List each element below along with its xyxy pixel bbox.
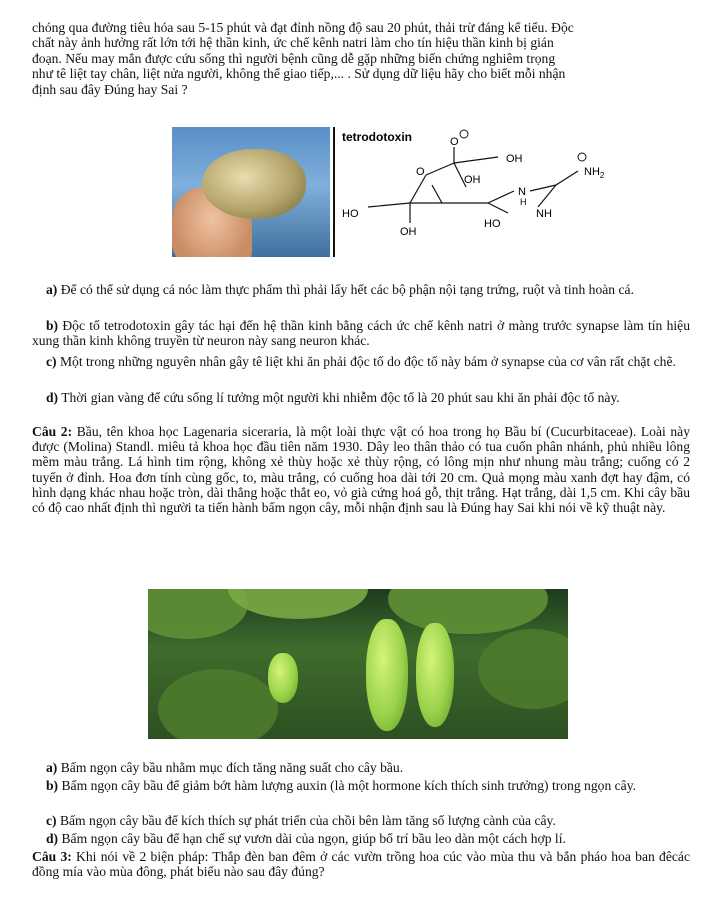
negative-charge-icon	[460, 130, 468, 138]
pufferfish-photo	[172, 127, 330, 257]
item-text: Độc tố tetrodotoxin gây tác hại đến hệ thần kinh bằng cách ức chế kênh natri ở màng trước synapse làm tín hiệu xung thần kinh không truyền từ neuron này sang neuron khác.	[32, 318, 690, 349]
item-text: Bấm ngọn cây bầu để giảm bớt hàm lượng auxin (là một hormone kích thích sinh trưởng) trong ngọn cây.	[58, 778, 637, 793]
intro-line: chóng qua đường tiêu hóa sau 5-15 phút và đạt đỉnh nồng độ sau 20 phút, thải trừ đáng kể tiểu. Độc	[32, 20, 574, 35]
intro-paragraph	[32, 20, 690, 97]
q2-item-d	[32, 831, 690, 846]
chem-label-oh-2: OH	[464, 174, 481, 186]
figure-divider	[333, 127, 335, 257]
item-letter: c)	[46, 354, 57, 369]
question-label: Câu 2:	[32, 424, 73, 439]
item-letter: a)	[46, 760, 58, 775]
chem-label-o-minus: O	[450, 136, 459, 148]
item-letter: d)	[46, 831, 59, 846]
q2-item-a	[32, 760, 690, 775]
chem-label-h: H	[520, 197, 527, 207]
gourd-shape	[416, 623, 454, 727]
chem-label-nh2: $NH_2$	[584, 166, 605, 180]
item-letter: a)	[46, 282, 58, 297]
chem-title: tetrodotoxin	[342, 130, 412, 144]
gourd-photo	[148, 589, 568, 739]
question-label: Câu 3:	[32, 849, 72, 864]
gourd-shape	[366, 619, 408, 731]
item-text: Bấm ngọn cây bầu để kích thích sự phát triển của chồi bên làm tăng số lượng cành của cây.	[56, 813, 556, 828]
intro-line: đoạn. Nếu may mắn được cứu sống thì người bệnh cũng dễ gặp những biến chứng nghiêm trọng	[32, 50, 556, 66]
chem-label-o: O	[416, 166, 425, 178]
item-letter: d)	[46, 390, 59, 405]
q1-item-b	[32, 318, 690, 348]
pufferfish-shape	[202, 149, 306, 219]
chem-label-oh: OH	[506, 153, 523, 165]
intro-line: định sau đây Đúng hay Sai ?	[32, 81, 188, 97]
item-letter: c)	[46, 813, 57, 828]
chem-label-nh: NH	[536, 208, 552, 220]
chem-label-oh-3: OH	[400, 226, 417, 238]
question-text: Bầu, tên khoa học Lagenaria siceraria, là một loài thực vật có hoa trong họ Bầu bí (Cucurbitaceae). Loài này được (Molina) Standl. miêu tả khoa học đầu tiên năm 1930. Dây leo thân thảo có tua cuốn phân nhánh, phủ nhiều lông mềm màu trắng. Lá hình tim rộng, không xẻ thùy hoặc xẻ thùy rộng, có lông mịn như nhung màu trắng; cuống có 2 tuyến ở đỉnh. Hoa đơn tính cùng gốc, to, màu trắng, có cuống hoa dài tới 20 cm. Quả mọng màu xanh đợt hay đậm, có hình dạng khác nhau hoặc tròn, dài thẳng hoặc thắt eo, vỏ già cứng hoá gỗ, thịt trắng. Hạt trắng, dài 1,5 cm. Khi cây bầu có độ cao nhất định thì người ta tiến hành bấm ngọn cây, mỗi nhận định sau là Đúng hay Sai khi nói về kỹ thuật này.	[32, 424, 690, 516]
gourd-shape	[268, 653, 298, 703]
intro-line: chất này ảnh hưởng rất lớn tới hệ thần kinh, ức chế kênh natri làm cho tín hiệu thần kinh bị gián	[32, 35, 554, 51]
question-text: Khi nói về 2 biện pháp: Thắp đèn ban đêm ở các vườn trồng hoa cúc vào mùa thu và bắn pháo hoa ban đêcác đồng mía vào mùa đông, phát biểu nào sau đây đúng?	[32, 849, 690, 880]
q1-item-d	[32, 390, 690, 405]
q2-paragraph	[32, 424, 690, 515]
item-text: Bấm ngọn cây bầu để hạn chế sự vươn dài của ngọn, giúp bố trí bầu leo dàn một cách hợp lí.	[58, 831, 566, 846]
item-text: Bấm ngọn cây bầu nhằm mục đích tăng năng suất cho cây bầu.	[57, 760, 404, 775]
intro-line: như tê liệt tay chân, liệt nửa người, không thể giao tiếp,... . Sử dụng dữ liệu hãy cho biết mỗi nhận	[32, 66, 566, 82]
q1-item-c	[32, 354, 690, 369]
q1-item-a	[32, 282, 690, 297]
item-letter: b)	[46, 318, 59, 333]
item-text: Một trong những nguyên nhân gây tê liệt khi ăn phải độc tố do độc tố này bám ở synapse của cơ vân rất chặt chẽ.	[56, 354, 676, 369]
positive-charge-icon	[578, 153, 586, 161]
item-text: Để có thể sử dụng cá nóc làm thực phẩm thì phải lấy hết các bộ phận nội tạng trứng, ruột và tinh hoàn cá.	[57, 282, 634, 297]
item-text: Thời gian vàng để cứu sống lí tưởng một người khi nhiễm độc tố là 20 phút sau khi ăn phải độc tố này.	[58, 390, 620, 405]
q2-item-b	[32, 778, 690, 793]
chem-label-ho: HO	[342, 208, 359, 220]
chem-label-ho-2: HO	[484, 218, 501, 230]
q2-item-c	[32, 813, 690, 828]
item-letter: b)	[46, 778, 59, 793]
tetrodotoxin-structure	[338, 127, 638, 257]
chem-label-n: N	[518, 186, 526, 198]
q3-paragraph	[32, 849, 690, 879]
